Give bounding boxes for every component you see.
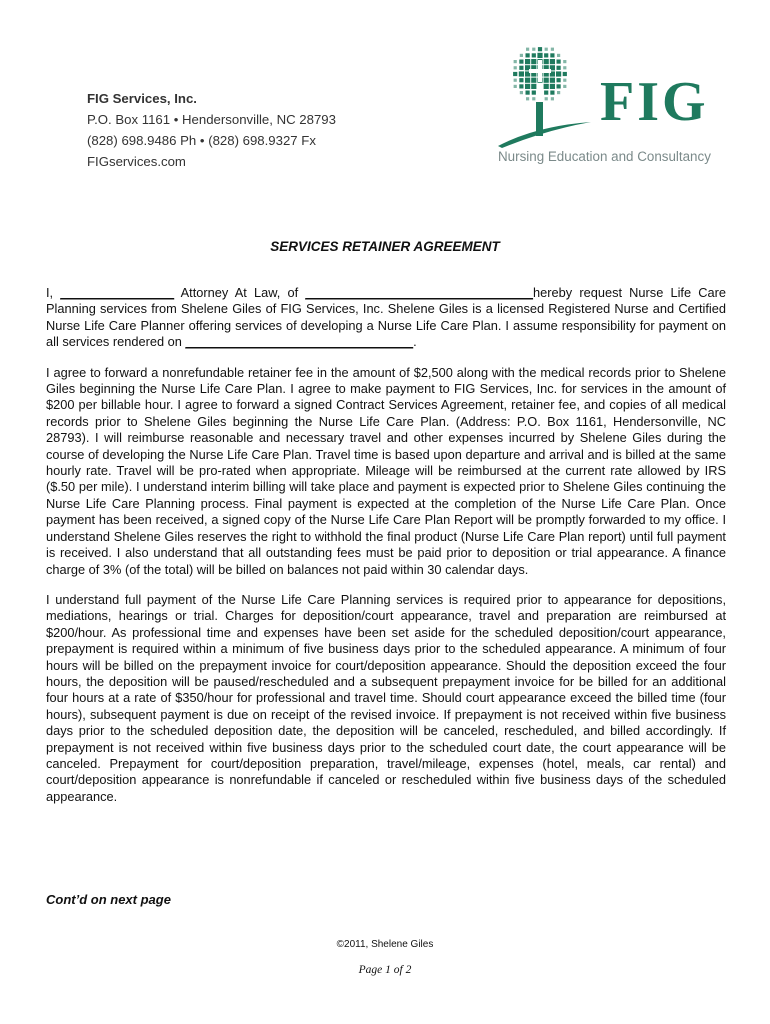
para1-text-3: hereby request Nurse Life Care Planning services from Shelene Giles of FIG Services, Inc. Shelene Giles is a licensed Registered Nurse and Certified Nurse Life Care Planner offering services of developing a Nurse Life Care Plan. I assume responsibility for payment on all services rendered on [46, 285, 726, 350]
logo-tagline: Nursing Education and Consultancy [498, 149, 711, 164]
company-address: P.O. Box 1161 • Hendersonville, NC 28793 [87, 112, 336, 127]
client-name-blank[interactable]: ________________________________ [185, 334, 414, 350]
paragraph-retainer: I agree to forward a nonrefundable retainer fee in the amount of $2,500 along with the medical records prior to Shelene Giles beginning the Nurse Life Care Plan. I agree to make payment to FIG Services, Inc. for services in the amount of $200 per billable hour. I agree to forward a signed Contract Services Agreement, retainer fee, and copies of all medical records prior to Shelene Giles beginning the Nurse Life Care Plan. (Address: P.O. Box 1161, Hendersonville, NC 28793). I will reimburse reasonable and necessary travel and other expenses incurred by Shelene Giles during the course of developing the Nurse Life Care Plan. Travel time is based upon departure and arrival and is billed at the same hourly rate. Travel will be pro-rated when appropriate. Mileage will be reimbursed at the current rate allowed by IRS ($.50 per mile). I understand interim billing will take place and payment is expected prior to Shelene Giles continuing the Nurse Life Care Planning process. Final payment is expected at the completion of the Nurse Life Care Plan. Once payment has been received, a signed copy of the Nurse Life Care Plan Report will be promptly forwarded to my office. I understand Shelene Giles reserves the right to withhold the final product (Nurse Life Care Plan report) until full payment is received. I also understand that all outstanding fees must be paid prior to deposition or trial appearance. A finance charge of 3% (of the total) will be billed on balances not paid within 30 calendar days. [46, 364, 726, 577]
attorney-name-blank[interactable]: ________________ [60, 285, 175, 300]
paragraph-deposition: I understand full payment of the Nurse Life Care Planning services is required prior to appearance for depositions, mediations, hearings or trial. Charges for deposition/court appearance, travel and preparation are reimbursed at $200/hour. As professional time and expenses have been set aside for the scheduled deposition/court appearance, prepayment is required within a minimum of five business days prior to the scheduled appearance. A minimum of four hours will be billed on the prepayment invoice for court/deposition appearance. Should the deposition exceed the four hours, the deposition will be paused/rescheduled and a subsequent prepayment invoice for be billed for an additional four hours at a rate of $350/hour for professional and travel time. Should court appearance exceed the billed time (four hours), subsequent payment is due on receipt of the revised invoice. If prepayment is not received within five business days prior to the scheduled deposition date, the deposition will be canceled, rescheduled, and billed accordingly. If prepayment is not received within five business days prior to the scheduled court date, the court appearance will be canceled. Prepayment for court/deposition preparation, travel/mileage, expenses (hotel, meals, car rental) and court/deposition appearance is nonrefundable if canceled or rescheduled within five business days of the scheduled appearance. [46, 591, 726, 804]
copyright-notice: ©2011, Shelene Giles [336, 939, 434, 950]
tree-logo-icon [496, 44, 596, 148]
document-body [46, 285, 726, 819]
company-name: FIG Services, Inc. [87, 91, 197, 106]
fig-logo [496, 44, 736, 174]
company-website: FIGservices.com [87, 154, 186, 169]
para1-text-4: . [413, 334, 417, 350]
document-title: SERVICES RETAINER AGREEMENT [270, 239, 500, 254]
paragraph-request [46, 285, 726, 351]
company-phone: (828) 698.9486 Ph • (828) 698.9327 Fx [87, 133, 316, 148]
sender-block [87, 88, 336, 172]
para1-text-1: I, [46, 285, 61, 300]
logo-wordmark: FIG [600, 71, 709, 133]
firm-name-blank[interactable]: ________________________________ [305, 285, 534, 300]
continued-note: Cont’d on next page [46, 892, 171, 907]
para1-text-2: Attorney At Law, of [174, 285, 306, 300]
page-number: Page 1 of 2 [358, 964, 412, 976]
